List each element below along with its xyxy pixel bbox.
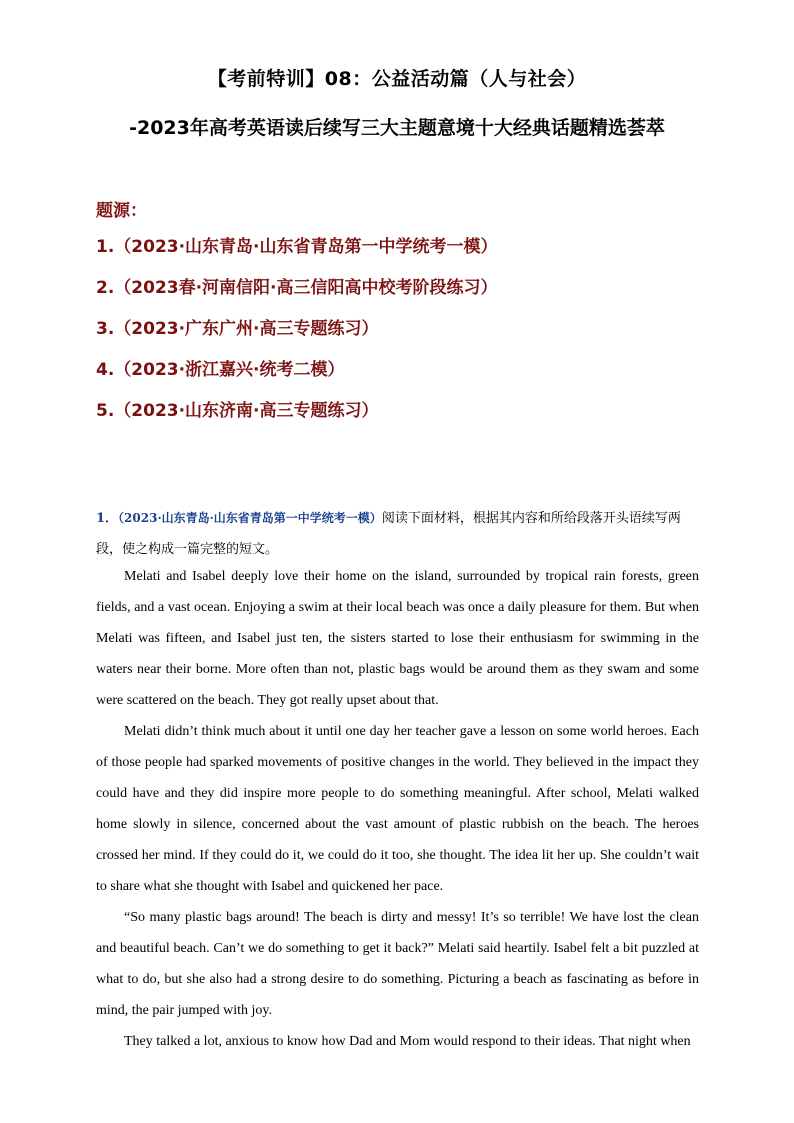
source-item: 3.（2023·广东广州·高三专题练习） bbox=[96, 319, 379, 339]
source-item: 4.（2023·浙江嘉兴·统考二模） bbox=[96, 360, 345, 380]
passage-paragraph: They talked a lot, anxious to know how Dad and Mom would respond to their ideas. That night when bbox=[124, 1034, 691, 1049]
sources-label: 题源： bbox=[96, 201, 147, 221]
source-item: 2.（2023春·河南信阳·高三信阳高中校考阶段练习） bbox=[96, 278, 498, 298]
passage-paragraph: “So many plastic bags around! The beach is dirty and messy! It’s so terrible! We have lost the clean and beautiful beach. Can’t we do something to get it back?” Melati said heartily. Isabel felt a bit puzzled at what to do, but she also had a strong desire to do something. Picturing a beach as fascinating as before in mind, the pair jumped with joy. bbox=[96, 910, 699, 1018]
source-item: 5.（2023·山东济南·高三专题练习） bbox=[96, 401, 379, 421]
source-item: 1.（2023·山东青岛·山东省青岛第一中学统考一模） bbox=[96, 237, 498, 257]
passage bbox=[96, 561, 699, 1057]
sources-list bbox=[96, 236, 498, 441]
passage-paragraph: Melati didn’t think much about it until one day her teacher gave a lesson on some world heroes. Each of those people had sparked movements of positive changes in the world. They believed in the impact they could have and they did inspire more people to do something meaningful. After school, Melati walked home slowly in silence, concerned about the vast amount of plastic rubbish on the beach. The heroes crossed her mind. If they could do it, we could do it too, she thought. The idea lit her up. She couldn’t wait to share what she thought with Isabel and quickened her pace. bbox=[96, 724, 699, 894]
page-title: 【考前特训】08：公益活动篇（人与社会） bbox=[207, 68, 587, 90]
page-subtitle: -2023年高考英语读后续写三大主题意境十大经典话题精选荟萃 bbox=[129, 117, 665, 139]
passage-paragraph: Melati and Isabel deeply love their home on the island, surrounded by tropical rain forests, green fields, and a vast ocean. Enjoying a swim at their local beach was once a daily pleasure for them. But when Melati was fifteen, and Isabel just ten, the sisters started to lose their enthusiasm for swimming in the waters near their borne. More often than not, plastic bags would be around them as they swam and some were scattered on the beach. They got really upset about that. bbox=[96, 569, 699, 708]
question-number: 1． bbox=[96, 511, 119, 526]
question-instruction: 阅读下面材料，根据其内容和所给段落开头语续写两段，使之构成一篇完整的短文。 bbox=[96, 511, 681, 557]
question-header bbox=[96, 503, 699, 565]
question-source: （2023·山东青岛·山东省青岛第一中学统考一模） bbox=[118, 511, 382, 525]
